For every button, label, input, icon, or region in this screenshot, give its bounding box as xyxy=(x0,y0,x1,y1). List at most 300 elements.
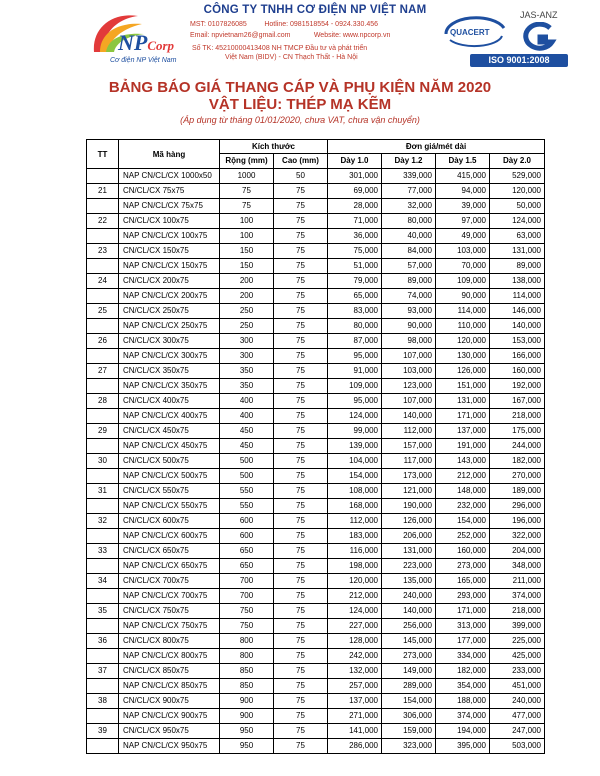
table-cell-p3: 171,000 xyxy=(436,604,490,619)
table-cell-p3: 354,000 xyxy=(436,679,490,694)
table-cell-p1: 257,000 xyxy=(328,679,382,694)
header-tt: TT xyxy=(87,140,119,169)
table-cell-p1: 109,000 xyxy=(328,379,382,394)
mst-text: MST: 0107826085 xyxy=(190,21,247,28)
table-cell-h: 75 xyxy=(274,529,328,544)
table-cell-p4: 63,000 xyxy=(490,229,545,244)
email-website-line xyxy=(190,32,390,39)
table-cell-p1: 271,000 xyxy=(328,709,382,724)
table-row xyxy=(87,619,545,634)
header-price: Đơn giá/mét dài xyxy=(328,140,545,154)
table-cell-p1: 95,000 xyxy=(328,394,382,409)
table-cell-tt: 27 xyxy=(87,364,119,379)
table-cell-name: CN/CL/CX 500x75 xyxy=(119,454,220,469)
table-cell-p4: 204,000 xyxy=(490,544,545,559)
table-cell-p2: 339,000 xyxy=(382,169,436,184)
table-cell-name: CN/CL/CX 350x75 xyxy=(119,364,220,379)
table-cell-h: 75 xyxy=(274,394,328,409)
table-cell-p1: 80,000 xyxy=(328,319,382,334)
table-cell-h: 75 xyxy=(274,199,328,214)
table-cell-p3: 177,000 xyxy=(436,634,490,649)
table-cell-p3: 114,000 xyxy=(436,304,490,319)
table-cell-name: CN/CL/CX 75x75 xyxy=(119,184,220,199)
table-cell-p1: 137,000 xyxy=(328,694,382,709)
table-cell-p2: 145,000 xyxy=(382,634,436,649)
table-cell-name: NAP CN/CL/CX 150x75 xyxy=(119,259,220,274)
table-row xyxy=(87,649,545,664)
table-row xyxy=(87,544,545,559)
table-cell-p1: 227,000 xyxy=(328,619,382,634)
table-cell-name: CN/CL/CX 600x75 xyxy=(119,514,220,529)
table-row xyxy=(87,499,545,514)
table-cell-tt: 28 xyxy=(87,394,119,409)
table-cell-h: 75 xyxy=(274,439,328,454)
table-cell-tt: 32 xyxy=(87,514,119,529)
table-cell-p3: 130,000 xyxy=(436,349,490,364)
table-cell-w: 450 xyxy=(220,439,274,454)
table-row xyxy=(87,349,545,364)
table-cell-p4: 146,000 xyxy=(490,304,545,319)
table-row xyxy=(87,424,545,439)
table-cell-h: 75 xyxy=(274,319,328,334)
table-cell-w: 250 xyxy=(220,319,274,334)
table-row xyxy=(87,529,545,544)
table-cell-name: CN/CL/CX 800x75 xyxy=(119,634,220,649)
table-cell-name: NAP CN/CL/CX 350x75 xyxy=(119,379,220,394)
table-cell-w: 1000 xyxy=(220,169,274,184)
table-cell-name: CN/CL/CX 150x75 xyxy=(119,244,220,259)
page-title: BẢNG BÁO GIÁ THANG CÁP VÀ PHỤ KIỆN NĂM 2020 xyxy=(108,79,492,96)
table-cell-h: 75 xyxy=(274,304,328,319)
table-cell-tt xyxy=(87,259,119,274)
table-cell-p3: 120,000 xyxy=(436,334,490,349)
table-cell-p4: 182,000 xyxy=(490,454,545,469)
table-cell-name: CN/CL/CX 550x75 xyxy=(119,484,220,499)
table-cell-tt: 39 xyxy=(87,724,119,739)
table-cell-w: 100 xyxy=(220,214,274,229)
table-cell-name: NAP CN/CL/CX 300x75 xyxy=(119,349,220,364)
table-cell-w: 300 xyxy=(220,349,274,364)
table-cell-p2: 40,000 xyxy=(382,229,436,244)
table-cell-p3: 154,000 xyxy=(436,514,490,529)
table-cell-tt xyxy=(87,319,119,334)
table-cell-p3: 165,000 xyxy=(436,574,490,589)
table-cell-p4: 175,000 xyxy=(490,424,545,439)
table-cell-p3: 160,000 xyxy=(436,544,490,559)
table-cell-h: 75 xyxy=(274,379,328,394)
table-cell-p1: 104,000 xyxy=(328,454,382,469)
header-d20: Dày 2.0 xyxy=(490,154,545,169)
table-cell-p1: 91,000 xyxy=(328,364,382,379)
table-cell-p1: 112,000 xyxy=(328,514,382,529)
table-cell-tt xyxy=(87,739,119,754)
table-row xyxy=(87,244,545,259)
material-title: VẬT LIỆU: THÉP MẠ KẼM xyxy=(208,96,392,113)
table-cell-h: 75 xyxy=(274,349,328,364)
table-row xyxy=(87,454,545,469)
table-cell-p4: 218,000 xyxy=(490,604,545,619)
table-cell-tt: 25 xyxy=(87,304,119,319)
table-cell-p1: 65,000 xyxy=(328,289,382,304)
table-cell-name: NAP CN/CL/CX 850x75 xyxy=(119,679,220,694)
table-cell-name: NAP CN/CL/CX 600x75 xyxy=(119,529,220,544)
table-cell-p1: 154,000 xyxy=(328,469,382,484)
table-cell-p3: 415,000 xyxy=(436,169,490,184)
table-row xyxy=(87,709,545,724)
table-cell-p3: 151,000 xyxy=(436,379,490,394)
table-cell-tt: 36 xyxy=(87,634,119,649)
table-cell-tt xyxy=(87,619,119,634)
table-cell-p3: 374,000 xyxy=(436,709,490,724)
table-cell-h: 75 xyxy=(274,514,328,529)
website-text: Website: www.npcorp.vn xyxy=(313,32,391,39)
table-cell-p4: 296,000 xyxy=(490,499,545,514)
table-cell-p4: 233,000 xyxy=(490,664,545,679)
table-cell-p4: 189,000 xyxy=(490,484,545,499)
table-cell-w: 650 xyxy=(220,544,274,559)
page-subtitle: (Áp dụng từ tháng 01/01/2020, chưa VAT, chưa vận chuyển) xyxy=(180,115,420,125)
iso-badge: ISO 9001:2008 xyxy=(470,54,568,67)
table-cell-w: 200 xyxy=(220,274,274,289)
account-line-2: Việt Nam (BIDV) - CN Thạch Thất - Hà Nội xyxy=(225,54,358,61)
table-cell-tt: 38 xyxy=(87,694,119,709)
table-cell-tt xyxy=(87,439,119,454)
table-cell-h: 75 xyxy=(274,334,328,349)
price-table-body xyxy=(87,169,545,754)
table-cell-name: CN/CL/CX 750x75 xyxy=(119,604,220,619)
table-cell-p4: 160,000 xyxy=(490,364,545,379)
table-cell-p4: 247,000 xyxy=(490,724,545,739)
table-row xyxy=(87,559,545,574)
table-cell-p3: 103,000 xyxy=(436,244,490,259)
table-cell-p1: 87,000 xyxy=(328,334,382,349)
table-cell-p2: 289,000 xyxy=(382,679,436,694)
table-cell-p3: 137,000 xyxy=(436,424,490,439)
table-cell-p4: 124,000 xyxy=(490,214,545,229)
table-cell-p3: 131,000 xyxy=(436,394,490,409)
table-cell-name: CN/CL/CX 250x75 xyxy=(119,304,220,319)
table-cell-p3: 334,000 xyxy=(436,649,490,664)
table-cell-w: 350 xyxy=(220,379,274,394)
logo-subtitle: Cơ điện NP Việt Nam xyxy=(110,57,177,64)
table-cell-tt: 33 xyxy=(87,544,119,559)
table-cell-p4: 196,000 xyxy=(490,514,545,529)
table-cell-h: 75 xyxy=(274,664,328,679)
table-cell-p3: 182,000 xyxy=(436,664,490,679)
table-cell-p1: 183,000 xyxy=(328,529,382,544)
table-cell-p2: 93,000 xyxy=(382,304,436,319)
table-cell-p2: 223,000 xyxy=(382,559,436,574)
table-cell-tt: 31 xyxy=(87,484,119,499)
table-cell-name: CN/CL/CX 100x75 xyxy=(119,214,220,229)
table-row xyxy=(87,604,545,619)
table-cell-tt xyxy=(87,649,119,664)
table-cell-name: NAP CN/CL/CX 950x75 xyxy=(119,739,220,754)
table-cell-p1: 108,000 xyxy=(328,484,382,499)
table-cell-w: 300 xyxy=(220,334,274,349)
table-cell-tt xyxy=(87,499,119,514)
table-cell-w: 700 xyxy=(220,589,274,604)
table-cell-w: 400 xyxy=(220,394,274,409)
table-cell-w: 550 xyxy=(220,484,274,499)
table-cell-name: NAP CN/CL/CX 75x75 xyxy=(119,199,220,214)
table-cell-p2: 140,000 xyxy=(382,409,436,424)
table-cell-p1: 168,000 xyxy=(328,499,382,514)
table-cell-p2: 323,000 xyxy=(382,739,436,754)
table-cell-h: 75 xyxy=(274,289,328,304)
table-cell-h: 75 xyxy=(274,634,328,649)
table-cell-tt: 35 xyxy=(87,604,119,619)
table-cell-p1: 286,000 xyxy=(328,739,382,754)
table-row xyxy=(87,379,545,394)
table-cell-p4: 503,000 xyxy=(490,739,545,754)
table-row xyxy=(87,664,545,679)
table-cell-w: 800 xyxy=(220,634,274,649)
table-cell-tt xyxy=(87,469,119,484)
table-cell-w: 100 xyxy=(220,229,274,244)
table-cell-h: 75 xyxy=(274,409,328,424)
table-cell-p3: 148,000 xyxy=(436,484,490,499)
header-size: Kích thước xyxy=(220,140,328,154)
table-cell-name: CN/CL/CX 700x75 xyxy=(119,574,220,589)
table-cell-name: NAP CN/CL/CX 800x75 xyxy=(119,649,220,664)
table-cell-h: 50 xyxy=(274,169,328,184)
table-cell-h: 75 xyxy=(274,649,328,664)
table-cell-p1: 83,000 xyxy=(328,304,382,319)
table-cell-tt xyxy=(87,589,119,604)
table-cell-h: 75 xyxy=(274,499,328,514)
company-name: CÔNG TY TNHH CƠ ĐIỆN NP VIỆT NAM xyxy=(203,4,427,16)
table-row xyxy=(87,739,545,754)
table-row xyxy=(87,469,545,484)
table-cell-w: 650 xyxy=(220,559,274,574)
table-cell-p1: 301,000 xyxy=(328,169,382,184)
table-cell-p2: 32,000 xyxy=(382,199,436,214)
table-cell-p2: 98,000 xyxy=(382,334,436,349)
table-cell-tt: 21 xyxy=(87,184,119,199)
table-cell-p2: 135,000 xyxy=(382,574,436,589)
table-cell-h: 75 xyxy=(274,559,328,574)
table-row xyxy=(87,214,545,229)
table-cell-h: 75 xyxy=(274,739,328,754)
table-cell-p2: 107,000 xyxy=(382,394,436,409)
table-cell-p3: 252,000 xyxy=(436,529,490,544)
table-cell-w: 550 xyxy=(220,499,274,514)
email-text: Email: npvietnam26@gmail.com xyxy=(190,32,291,39)
table-cell-p1: 75,000 xyxy=(328,244,382,259)
table-cell-p2: 159,000 xyxy=(382,724,436,739)
table-cell-tt xyxy=(87,709,119,724)
table-cell-p4: 140,000 xyxy=(490,319,545,334)
table-cell-tt xyxy=(87,529,119,544)
table-cell-h: 75 xyxy=(274,574,328,589)
table-cell-name: NAP CN/CL/CX 700x75 xyxy=(119,589,220,604)
table-cell-tt xyxy=(87,229,119,244)
table-cell-p3: 70,000 xyxy=(436,259,490,274)
table-cell-name: CN/CL/CX 900x75 xyxy=(119,694,220,709)
table-row xyxy=(87,364,545,379)
table-cell-name: CN/CL/CX 650x75 xyxy=(119,544,220,559)
account-line-1: Số TK: 45210000413408 NH TMCP Đầu tư và phát triển xyxy=(192,45,368,52)
table-cell-p3: 90,000 xyxy=(436,289,490,304)
table-cell-h: 75 xyxy=(274,274,328,289)
table-cell-p1: 198,000 xyxy=(328,559,382,574)
table-row xyxy=(87,199,545,214)
table-cell-h: 75 xyxy=(274,229,328,244)
table-cell-w: 900 xyxy=(220,709,274,724)
table-row xyxy=(87,394,545,409)
table-cell-p3: 293,000 xyxy=(436,589,490,604)
mst-hotline-line xyxy=(190,21,378,28)
table-cell-p4: 167,000 xyxy=(490,394,545,409)
table-cell-p2: 80,000 xyxy=(382,214,436,229)
table-cell-w: 600 xyxy=(220,514,274,529)
table-cell-name: CN/CL/CX 400x75 xyxy=(119,394,220,409)
hotline-text: Hotline: 0981518554 - 0924.330.456 xyxy=(264,21,378,28)
header-code: Mã hàng xyxy=(119,140,220,169)
table-cell-name: CN/CL/CX 850x75 xyxy=(119,664,220,679)
table-cell-h: 75 xyxy=(274,679,328,694)
table-cell-h: 75 xyxy=(274,454,328,469)
table-cell-name: NAP CN/CL/CX 100x75 xyxy=(119,229,220,244)
table-cell-name: CN/CL/CX 950x75 xyxy=(119,724,220,739)
table-cell-name: NAP CN/CL/CX 1000x50 xyxy=(119,169,220,184)
table-cell-w: 500 xyxy=(220,454,274,469)
table-cell-tt: 26 xyxy=(87,334,119,349)
table-cell-p4: 244,000 xyxy=(490,439,545,454)
table-cell-p2: 149,000 xyxy=(382,664,436,679)
table-cell-p2: 107,000 xyxy=(382,349,436,364)
table-cell-p4: 166,000 xyxy=(490,349,545,364)
table-cell-name: NAP CN/CL/CX 500x75 xyxy=(119,469,220,484)
table-cell-p4: 240,000 xyxy=(490,694,545,709)
table-cell-w: 150 xyxy=(220,244,274,259)
table-cell-p1: 99,000 xyxy=(328,424,382,439)
table-cell-p3: 39,000 xyxy=(436,199,490,214)
table-row xyxy=(87,724,545,739)
table-row xyxy=(87,319,545,334)
table-row xyxy=(87,184,545,199)
table-row xyxy=(87,694,545,709)
table-cell-p1: 141,000 xyxy=(328,724,382,739)
table-cell-p3: 110,000 xyxy=(436,319,490,334)
table-row xyxy=(87,304,545,319)
table-cell-w: 850 xyxy=(220,679,274,694)
table-cell-h: 75 xyxy=(274,724,328,739)
table-cell-p1: 120,000 xyxy=(328,574,382,589)
logo-wordmark: NPCorp xyxy=(118,30,175,55)
table-cell-tt xyxy=(87,409,119,424)
table-cell-name: NAP CN/CL/CX 400x75 xyxy=(119,409,220,424)
table-cell-h: 75 xyxy=(274,604,328,619)
table-cell-w: 800 xyxy=(220,649,274,664)
letterhead xyxy=(0,0,600,72)
table-cell-p2: 112,000 xyxy=(382,424,436,439)
price-table xyxy=(86,139,545,754)
table-cell-p1: 79,000 xyxy=(328,274,382,289)
table-cell-name: CN/CL/CX 300x75 xyxy=(119,334,220,349)
table-cell-p1: 124,000 xyxy=(328,409,382,424)
table-cell-tt xyxy=(87,169,119,184)
table-cell-tt xyxy=(87,349,119,364)
table-cell-p1: 132,000 xyxy=(328,664,382,679)
table-cell-p1: 51,000 xyxy=(328,259,382,274)
table-cell-w: 75 xyxy=(220,199,274,214)
table-cell-p2: 190,000 xyxy=(382,499,436,514)
table-cell-name: NAP CN/CL/CX 900x75 xyxy=(119,709,220,724)
table-cell-p2: 157,000 xyxy=(382,439,436,454)
table-cell-name: NAP CN/CL/CX 450x75 xyxy=(119,439,220,454)
table-cell-p2: 74,000 xyxy=(382,289,436,304)
table-cell-h: 75 xyxy=(274,709,328,724)
table-cell-p4: 131,000 xyxy=(490,244,545,259)
table-cell-p3: 273,000 xyxy=(436,559,490,574)
table-cell-p2: 206,000 xyxy=(382,529,436,544)
table-cell-p2: 256,000 xyxy=(382,619,436,634)
table-cell-p1: 28,000 xyxy=(328,199,382,214)
table-cell-p3: 212,000 xyxy=(436,469,490,484)
table-cell-w: 250 xyxy=(220,304,274,319)
table-cell-tt: 22 xyxy=(87,214,119,229)
table-cell-w: 750 xyxy=(220,619,274,634)
table-cell-w: 400 xyxy=(220,409,274,424)
table-cell-p1: 139,000 xyxy=(328,439,382,454)
table-cell-h: 75 xyxy=(274,244,328,259)
table-cell-p2: 240,000 xyxy=(382,589,436,604)
table-cell-p2: 90,000 xyxy=(382,319,436,334)
table-cell-w: 750 xyxy=(220,604,274,619)
table-cell-h: 75 xyxy=(274,544,328,559)
jasanz-label: JAS-ANZ xyxy=(520,10,558,20)
table-cell-tt xyxy=(87,289,119,304)
table-cell-h: 75 xyxy=(274,364,328,379)
table-cell-p2: 131,000 xyxy=(382,544,436,559)
table-cell-tt: 34 xyxy=(87,574,119,589)
table-cell-p4: 218,000 xyxy=(490,409,545,424)
table-cell-w: 600 xyxy=(220,529,274,544)
jasanz-logo-icon xyxy=(516,22,558,52)
table-row xyxy=(87,589,545,604)
table-cell-p4: 225,000 xyxy=(490,634,545,649)
table-cell-name: NAP CN/CL/CX 550x75 xyxy=(119,499,220,514)
table-row xyxy=(87,574,545,589)
table-cell-p4: 425,000 xyxy=(490,649,545,664)
table-cell-p1: 69,000 xyxy=(328,184,382,199)
table-cell-tt xyxy=(87,559,119,574)
table-cell-p3: 94,000 xyxy=(436,184,490,199)
table-cell-p2: 57,000 xyxy=(382,259,436,274)
table-cell-p4: 192,000 xyxy=(490,379,545,394)
table-cell-p3: 395,000 xyxy=(436,739,490,754)
table-cell-w: 950 xyxy=(220,724,274,739)
table-row xyxy=(87,289,545,304)
table-cell-p3: 109,000 xyxy=(436,274,490,289)
table-cell-p2: 84,000 xyxy=(382,244,436,259)
table-cell-w: 75 xyxy=(220,184,274,199)
table-cell-name: CN/CL/CX 450x75 xyxy=(119,424,220,439)
table-cell-p4: 322,000 xyxy=(490,529,545,544)
table-cell-p2: 103,000 xyxy=(382,364,436,379)
table-cell-p3: 194,000 xyxy=(436,724,490,739)
table-cell-p2: 123,000 xyxy=(382,379,436,394)
header-d10: Dày 1.0 xyxy=(328,154,382,169)
table-cell-tt xyxy=(87,679,119,694)
table-cell-h: 75 xyxy=(274,469,328,484)
table-cell-h: 75 xyxy=(274,259,328,274)
table-cell-h: 75 xyxy=(274,484,328,499)
table-cell-p3: 191,000 xyxy=(436,439,490,454)
table-cell-name: NAP CN/CL/CX 200x75 xyxy=(119,289,220,304)
